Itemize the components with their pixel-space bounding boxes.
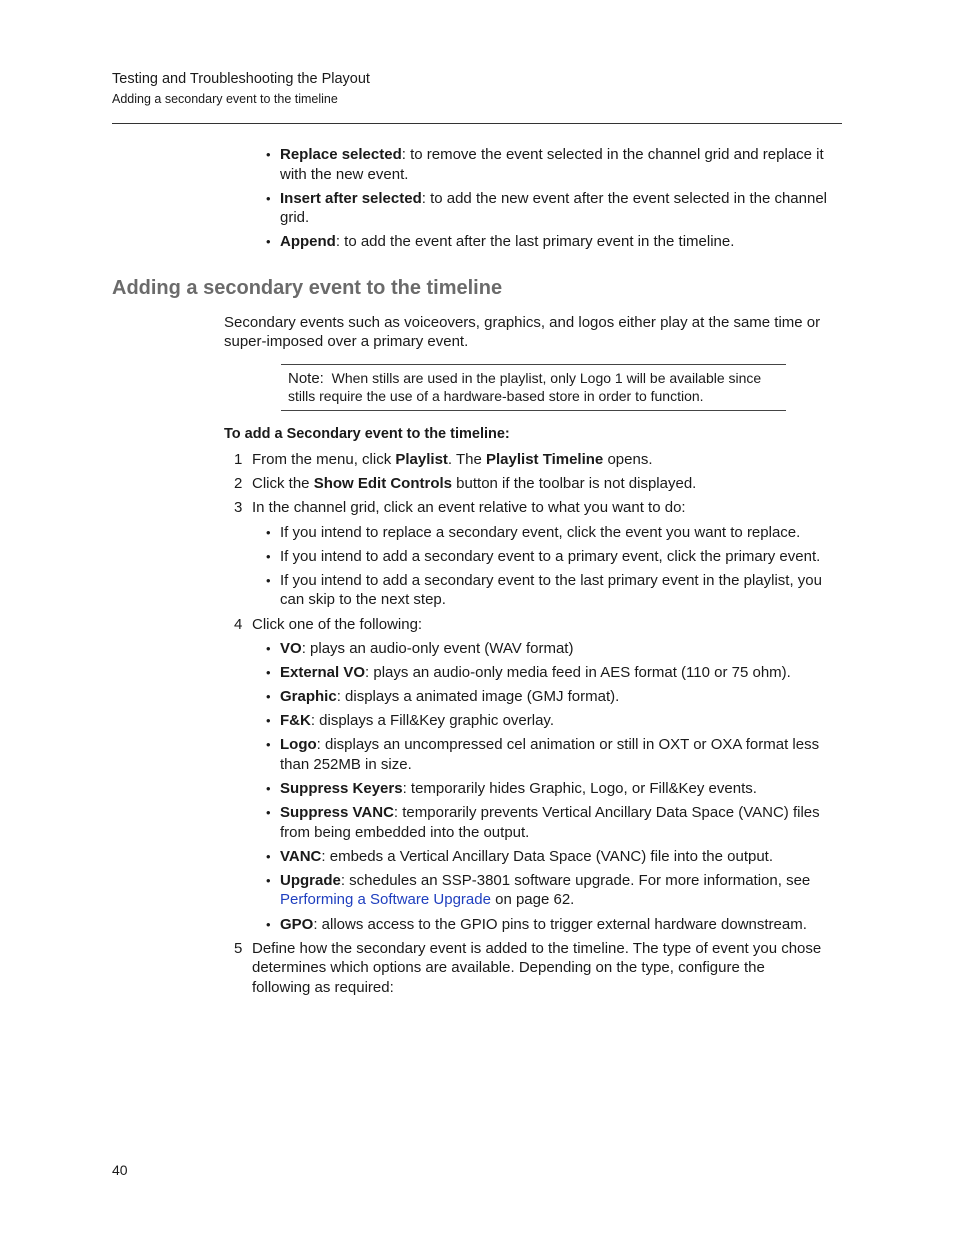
list-item-continuation: Performing a Software Upgrade on page 62. — [280, 891, 575, 908]
page-number: 40 — [112, 1162, 128, 1178]
step-4: Click one of the following: — [252, 616, 423, 633]
bullet-dot: • — [266, 737, 271, 752]
bullet-dot: • — [266, 805, 271, 820]
list-item: Append: to add the event after the last primary event in the timeline. — [280, 233, 735, 250]
step-number: 4 — [234, 616, 243, 633]
intro-paragraph: Secondary events such as voiceovers, graphics, and logos either play at the same time or — [224, 314, 821, 331]
bullet-dot: • — [266, 849, 271, 864]
note-label: Note: — [288, 370, 324, 387]
list-item: VO: plays an audio-only event (WAV format) — [280, 640, 574, 657]
list-item: If you intend to replace a secondary event, click the event you want to replace. — [280, 524, 801, 541]
list-item: If you intend to add a secondary event to a primary event, click the primary event. — [280, 548, 821, 565]
step-1: From the menu, click Playlist. The Playlist Timeline opens. — [252, 451, 653, 468]
running-header-section: Adding a secondary event to the timeline — [112, 92, 338, 106]
list-item: Suppress Keyers: temporarily hides Graphic, Logo, or Fill&Key events. — [280, 780, 757, 797]
bullet-dot: • — [266, 525, 271, 540]
bullet-dot: • — [266, 641, 271, 656]
list-item: Graphic: displays a animated image (GMJ format). — [280, 688, 620, 705]
list-item: External VO: plays an audio-only media feed in AES format (110 or 75 ohm). — [280, 664, 791, 681]
step-5: Define how the secondary event is added to the timeline. The type of event you chose — [252, 940, 822, 957]
list-item-continuation: grid. — [280, 209, 310, 226]
intro-paragraph-cont: super-imposed over a primary event. — [224, 333, 469, 350]
list-item-continuation: with the new event. — [280, 166, 409, 183]
list-item: Insert after selected: to add the new event after the event selected in the channel — [280, 190, 828, 207]
step-number: 1 — [234, 451, 243, 468]
bullet-dot: • — [266, 549, 271, 564]
bullet-dot: • — [266, 665, 271, 680]
step-2: Click the Show Edit Controls button if the toolbar is not displayed. — [252, 475, 697, 492]
bullet-dot: • — [266, 573, 271, 588]
step-number: 2 — [234, 475, 243, 492]
step-number: 5 — [234, 940, 243, 957]
list-item-continuation: can skip to the next step. — [280, 591, 446, 608]
note-cont: stills require the use of a hardware-based store in order to function. — [288, 388, 704, 404]
bullet-dot: • — [266, 917, 271, 932]
procedure-title: To add a Secondary event to the timeline: — [224, 426, 510, 442]
bullet-dot: • — [266, 781, 271, 796]
bullet-dot: • — [266, 713, 271, 728]
step-5-cont: following as required: — [252, 979, 394, 996]
list-item: Upgrade: schedules an SSP-3801 software upgrade. For more information, see — [280, 872, 811, 889]
section-title: Adding a secondary event to the timeline — [112, 277, 503, 299]
note: Note: When stills are used in the playlist, only Logo 1 will be available since — [288, 370, 762, 387]
bullet-dot: • — [266, 191, 271, 206]
software-upgrade-link[interactable]: Performing a Software Upgrade — [280, 891, 491, 908]
list-item: Suppress VANC: temporarily prevents Vertical Ancillary Data Space (VANC) files — [280, 804, 820, 821]
list-item: If you intend to add a secondary event to the last primary event in the playlist, you — [280, 572, 822, 589]
bullet-dot: • — [266, 147, 271, 162]
step-5-cont: determines which options are available. Depending on the type, configure the — [252, 959, 765, 976]
step-number: 3 — [234, 499, 243, 516]
list-item: VANC: embeds a Vertical Ancillary Data Space (VANC) file into the output. — [280, 848, 774, 865]
step-3: In the channel grid, click an event relative to what you want to do: — [252, 499, 686, 516]
list-item: GPO: allows access to the GPIO pins to trigger external hardware downstream. — [280, 916, 807, 933]
running-header-chapter: Testing and Troubleshooting the Playout — [112, 71, 370, 87]
list-item: Logo: displays an uncompressed cel animation or still in OXT or OXA format less — [280, 736, 820, 753]
list-item-continuation: than 252MB in size. — [280, 756, 412, 773]
list-item: Replace selected: to remove the event selected in the channel grid and replace it — [280, 146, 824, 163]
note-bottom-rule — [281, 410, 786, 411]
bullet-dot: • — [266, 234, 271, 249]
bullet-dot: • — [266, 689, 271, 704]
list-item-continuation: from being embedded into the output. — [280, 824, 530, 841]
header-rule — [112, 123, 842, 124]
bullet-dot: • — [266, 873, 271, 888]
note-top-rule — [281, 364, 786, 365]
list-item: F&K: displays a Fill&Key graphic overlay. — [280, 712, 554, 729]
